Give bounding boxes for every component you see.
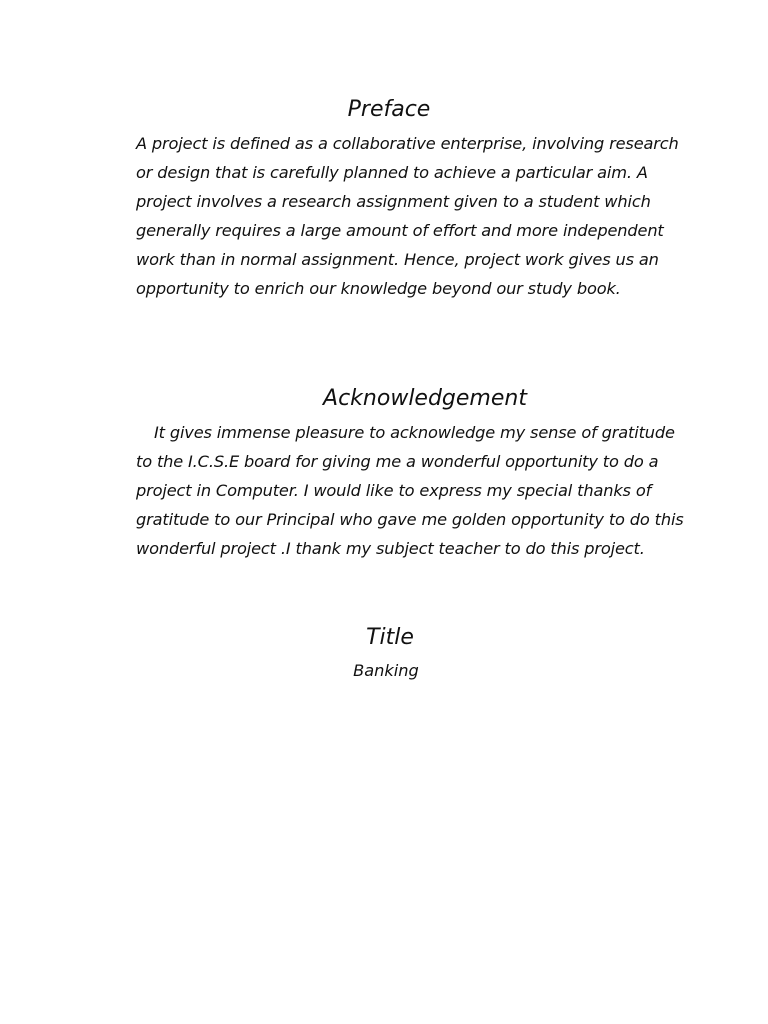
acknowledgement-heading: Acknowledgement xyxy=(323,386,527,411)
title-heading: Title xyxy=(366,625,414,650)
preface-paragraph: A project is defined as a collaborative enterprise, involving research or design that is carefully planned to achieve a particular aim. A project involves a research assignment given to a student which generally requires a large amount of effort and more independent work than in normal assignment. Hence, project work gives us an opportunity to enrich our knowledge beyond our study book. xyxy=(136,134,679,298)
title-value: Banking xyxy=(353,661,419,680)
acknowledgement-paragraph: It gives immense pleasure to acknowledge my sense of gratitude to the I.C.S.E board for giving me a wonderful opportunity to do a project in Computer. I would like to express my special thanks of gratitude to our Principal who gave me golden opportunity to do this wonderful project .I thank my subject teacher to do this project. xyxy=(136,423,684,558)
preface-heading: Preface xyxy=(347,97,431,122)
